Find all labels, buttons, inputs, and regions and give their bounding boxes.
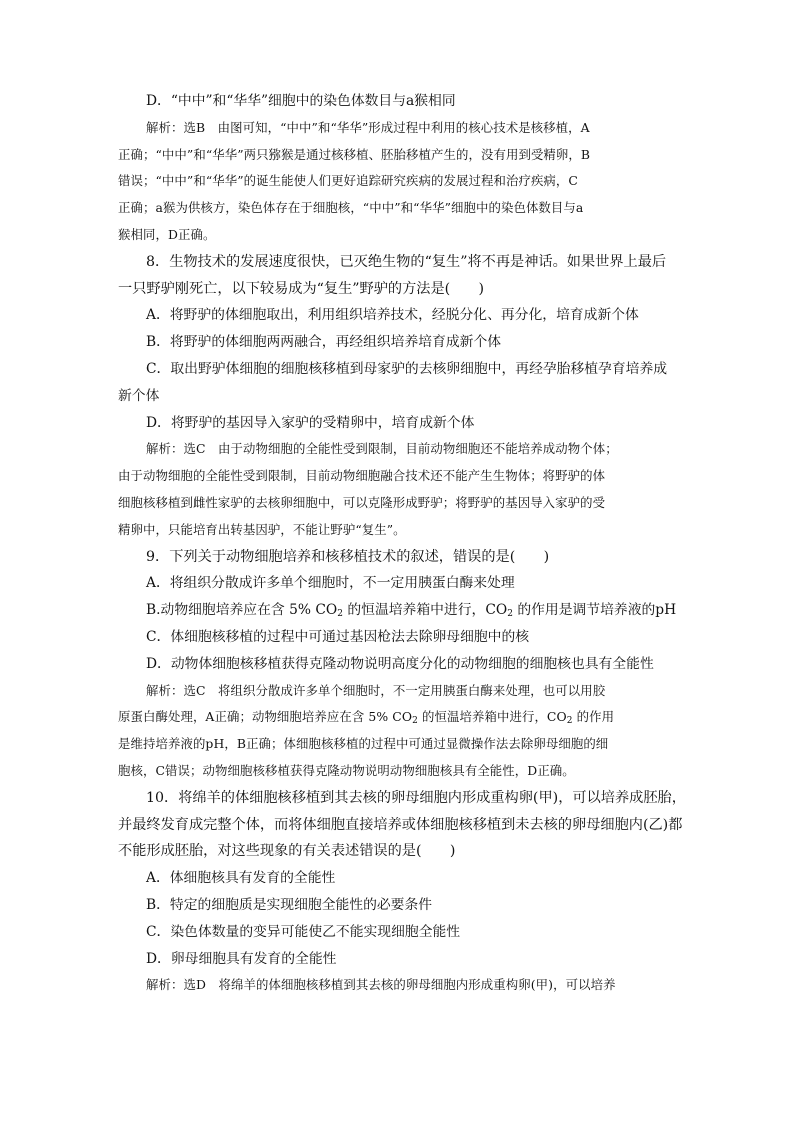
text-line: A．将野驴的体细胞取出，利用组织培养技术，经脱分化、再分化，培育成新个体 [146,307,639,324]
text-line: 原蛋白酶处理，A正确；动物细胞培养应在含 5% $CO_2$ 的恒温培养箱中进行，$CO_2$ 的作用 [118,709,615,727]
text-line: 胞核，C错误；动物细胞核移植获得克隆动物说明动物细胞核具有全能性，D正确。 [118,762,575,778]
text-line: 是维持培养液的pH，B正确；体细胞核移植的过程中可通过显微操作法去除卵母细胞的细 [118,736,609,752]
text-line: 解析：选B 由图可知，“中中”和“华华”形成过程中利用的核心技术是核移植，A [146,119,590,135]
text-line: A．将组织分散成许多单个细胞时，不一定用胰蛋白酶来处理 [146,575,515,592]
text-line: B．将野驴的体细胞两两融合，再经组织培养培育成新个体 [146,334,502,351]
text-line: A．体细胞核具有发育的全能性 [146,870,336,887]
text-line: 一只野驴刚死亡，以下较易成为“复生”野驴的方法是( ) [118,280,485,297]
text-line: D．卵母细胞具有发育的全能性 [146,950,337,967]
text-line: 不能形成胚胎，对这些现象的有关表述错误的是( ) [118,843,456,860]
text-line: C．染色体数量的变异可能使乙不能实现细胞全能性 [146,923,461,940]
text-line: 精卵中，只能培育出转基因驴，不能让野驴“复生”。 [118,521,406,537]
text-line: 并最终发育成完整个体，而将体细胞直接培养或体细胞核移植到未去核的卵母细胞内(乙)都 [118,816,683,833]
text-line: 错误；“中中”和“华华”的诞生能使人们更好追踪研究疾病的发展过程和治疗疾病，C [118,173,578,189]
text-line: 正确；a猴为供核方，染色体存在于细胞核，“中中”和“华华”细胞中的染色体数目与a [118,200,584,216]
text-line: 正确；“中中”和“华华”两只猕猴是通过核移植、胚胎移植产生的，没有用到受精卵，B [118,146,591,162]
text-line: 细胞核移植到雌性家驴的去核卵细胞中，可以克隆形成野驴；将野驴的基因导入家驴的受 [118,494,606,510]
text-line: C．取出野驴体细胞的细胞核移植到母家驴的去核卵细胞中，再经孕胎移植孕育培养成 [146,360,668,377]
text-line: D．动物体细胞核移植获得克隆动物说明高度分化的动物细胞的细胞核也具有全能性 [146,655,654,672]
text-line: D．将野驴的基因导入家驴的受精卵中，培育成新个体 [146,414,475,431]
text-line: 解析：选C 由于动物细胞的全能性受到限制，目前动物细胞还不能培养成动物个体； [146,441,618,457]
text-line: 猴相同，D正确。 [118,226,216,242]
text-line: C．体细胞核移植的过程中可通过基因枪法去除卵母细胞中的核 [146,628,530,645]
text-line: 新个体 [118,387,160,404]
document-page [118,88,686,999]
text-line: D．“中中”和“华华”细胞中的染色体数目与a猴相同 [146,93,456,109]
text-line: 由于动物细胞的全能性受到限制，目前动物细胞融合技术还不能产生生物体；将野驴的体 [118,468,606,484]
text-line: 8．生物技术的发展速度很快，已灭绝生物的“复生”将不再是神话。如果世界上最后 [146,253,667,270]
text-line: B.动物细胞培养应在含 5% $CO_2$ 的恒温培养箱中进行，$CO_2$ 的作用是调节培养液的pH [146,602,677,620]
text-line: 解析：选C 将组织分散成许多单个细胞时，不一定用胰蛋白酶来处理，也可以用胶 [146,682,606,698]
text-line: 解析：选D 将绵羊的体细胞核移植到其去核的卵母细胞内形成重构卵(甲)，可以培养 [146,977,616,993]
text-line: 10．将绵羊的体细胞核移植到其去核的卵母细胞内形成重构卵(甲)，可以培养成胚胎， [146,789,686,806]
text-line: 9．下列关于动物细胞培养和核移植技术的叙述，错误的是( ) [146,548,550,565]
text-line: B．特定的细胞质是实现细胞全能性的必要条件 [146,896,433,913]
